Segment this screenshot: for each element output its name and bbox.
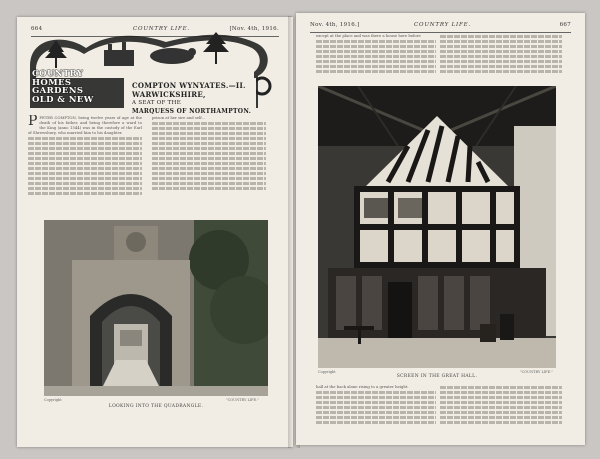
- left-date: [Nov. 4th, 1916.: [229, 26, 279, 32]
- left-column-2: [152, 115, 266, 205]
- quadrangle-photo: [44, 220, 268, 396]
- masthead-word-old-new: OLD & NEW: [32, 94, 94, 105]
- right-footer-column-1: [316, 384, 436, 434]
- right-running-head: [296, 22, 585, 32]
- article-owner: MARQUESS OF NORTHAMPTON.: [132, 107, 252, 115]
- right-photo-credit-left: Copyright: [318, 370, 336, 374]
- article-title-block: [132, 82, 282, 116]
- right-column-2: [440, 33, 562, 81]
- masthead-word-country: COUNTRY: [32, 69, 84, 79]
- article-title: COMPTON WYNYATES.—II.: [132, 81, 246, 90]
- right-photo-credit-right: "COUNTRY LIFE.": [520, 370, 553, 374]
- masthead-word-homes: HOMES: [32, 77, 72, 88]
- article-seat-of: A SEAT OF THE: [132, 100, 182, 106]
- left-body-columns: [28, 115, 266, 205]
- right-date: Nov. 4th, 1916.]: [310, 22, 360, 28]
- right-photo-caption: SCREEN IN THE GREAT HALL.: [396, 374, 478, 379]
- left-photo-caption: LOOKING INTO THE QUADRANGLE.: [108, 404, 204, 409]
- left-photo-credit-left: Copyright: [44, 398, 62, 402]
- body-intro-text: PETER COMPTON, being twelve years of age at the death of his father, and being therefore a ward to the King (anno 1544) was in the custody of the Earl of Shrewsbury, who married him to his daughter.: [28, 115, 142, 135]
- right-footer-column-2: [440, 384, 562, 434]
- masthead-words: [32, 70, 112, 104]
- article-county: WARWICKSHIRE,: [132, 89, 206, 99]
- right-running-title: COUNTRY LIFE.: [414, 22, 471, 28]
- left-column-1: [28, 115, 142, 205]
- right-footer-text: hall at the back alone rising to a greater height.: [316, 384, 409, 389]
- left-photo-credit-right: "COUNTRY LIFE.": [226, 398, 259, 402]
- drop-cap: P: [28, 115, 38, 129]
- right-column-1: [316, 33, 436, 81]
- right-page-number: 667: [559, 22, 571, 28]
- body-col2-text: prison at her sire and self...: [152, 115, 206, 120]
- great-hall-photo: [318, 86, 556, 368]
- left-running-title: COUNTRY LIFE.: [133, 26, 190, 32]
- masthead-word-gardens: GARDENS: [32, 86, 84, 96]
- left-page-number: 664: [31, 26, 43, 32]
- right-intro-text: except at the place and was there a house here before: [316, 33, 421, 38]
- country-homes-masthead: [26, 26, 274, 115]
